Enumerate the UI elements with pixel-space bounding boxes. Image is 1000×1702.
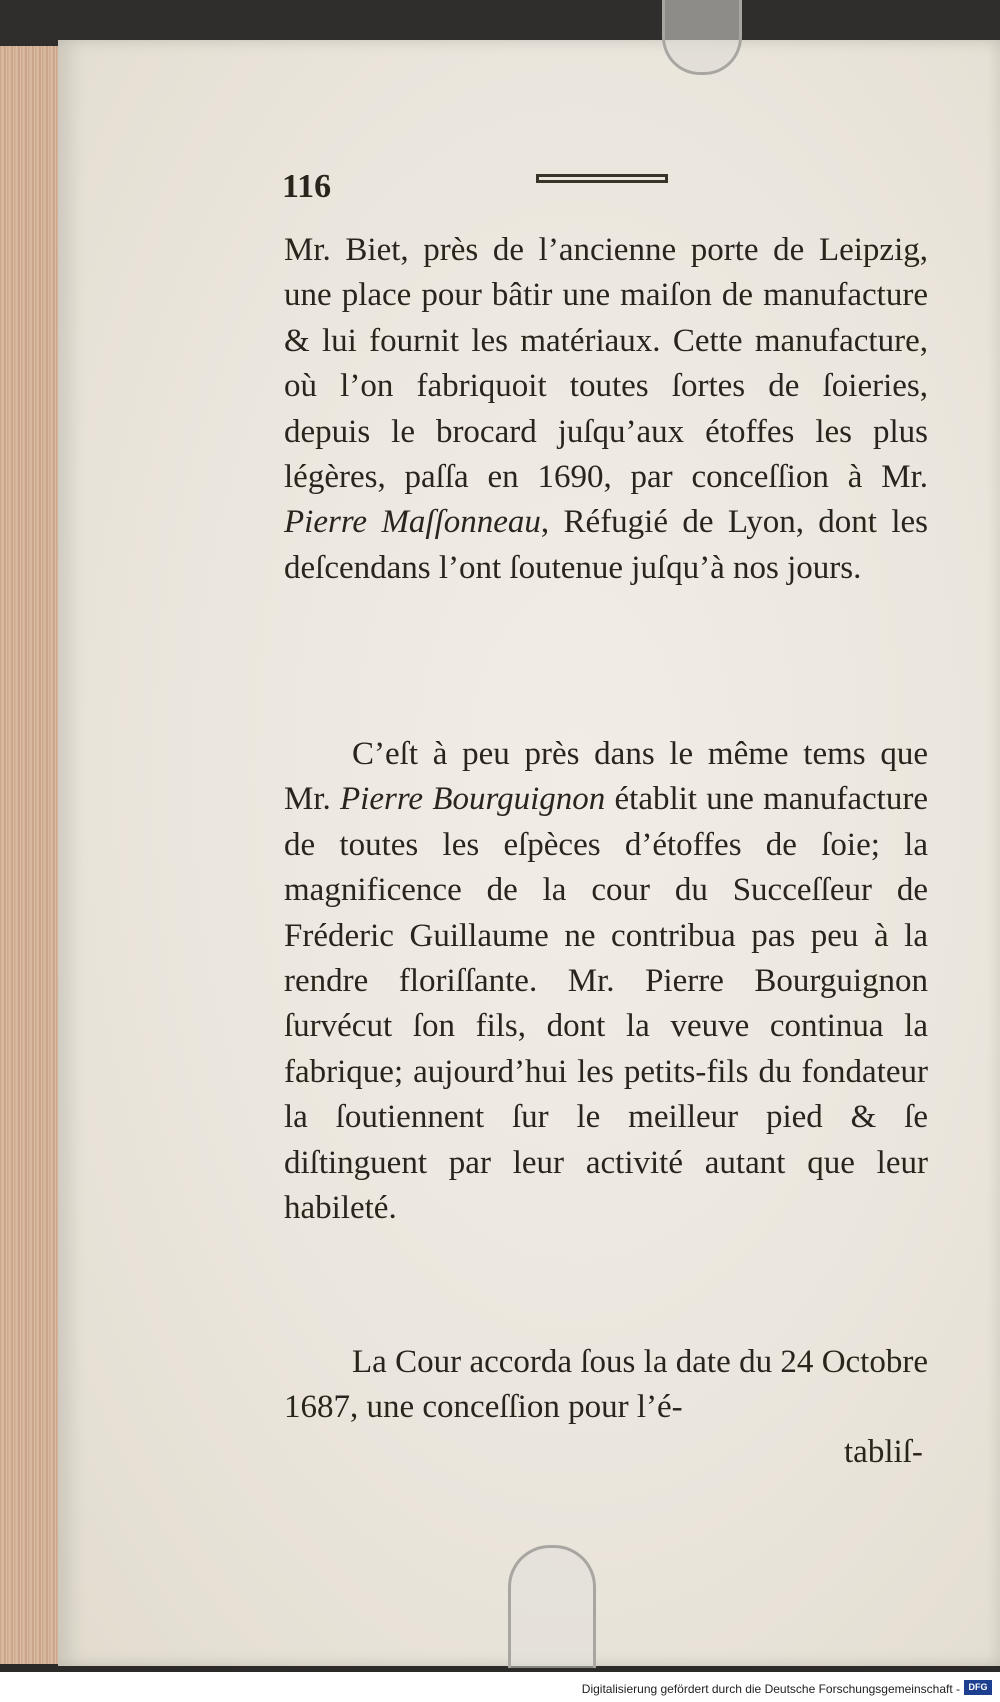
page-number: 116	[282, 168, 332, 205]
footer-credit: Digitalisierung gefördert durch die Deutsche Forschungsgemeinschaft -	[581, 1682, 960, 1696]
text-run: établit une manufacture de toutes les eſpèces d’étoffes de ſoie; la magnificence de la cour du Succeſſeur de Fréderic Guillaume ne contribua pas peu à la rendre floriſſante. Mr. Pierre Bourguignon ſurvécut ſon fils, dont la veuve continua la fabrique; aujourd’hui les petits-fils du fondateur la ſoutiennent ſur le meilleur pied & ſe diſtinguent par leur activité autant que leur habileté.	[284, 781, 928, 1227]
text-run: La Cour accorda ſous la date du 24 Octobre 1687, une conceſſion pour l’é-	[284, 1344, 928, 1426]
paragraph-1	[284, 228, 928, 591]
italic-name: Pierre Bourguignon	[340, 781, 606, 818]
page-clip-top	[662, 0, 742, 75]
catchword: tabliſ-	[844, 1434, 923, 1470]
page-clip-bottom	[508, 1545, 596, 1668]
italic-name: Pierre Maſſonneau	[284, 504, 541, 541]
paragraph-3	[284, 1340, 928, 1431]
header-ornament-rule	[536, 174, 668, 183]
paragraph-2	[284, 732, 928, 1231]
text-run: C’eſt à peu près dans le même tems que Mr.	[284, 736, 928, 818]
text-run: , Réfugié de Lyon, dont les deſcendans l’ont ſoutenue juſqu’à nos jours.	[284, 504, 928, 586]
dfg-logo-icon: DFG	[964, 1680, 992, 1695]
text-run: Mr. Biet, près de l’ancienne porte de Leipzig, une place pour bâtir une maiſon de manufacture & lui fournit les matériaux. Cette manufacture, où l’on fabriquoit toutes ſortes de ſoieries, depuis le brocard juſqu’aux étoffes les plus légères, paſſa en 1690, par conceſſion à Mr.	[284, 232, 928, 496]
book-page-edges	[0, 46, 64, 1664]
